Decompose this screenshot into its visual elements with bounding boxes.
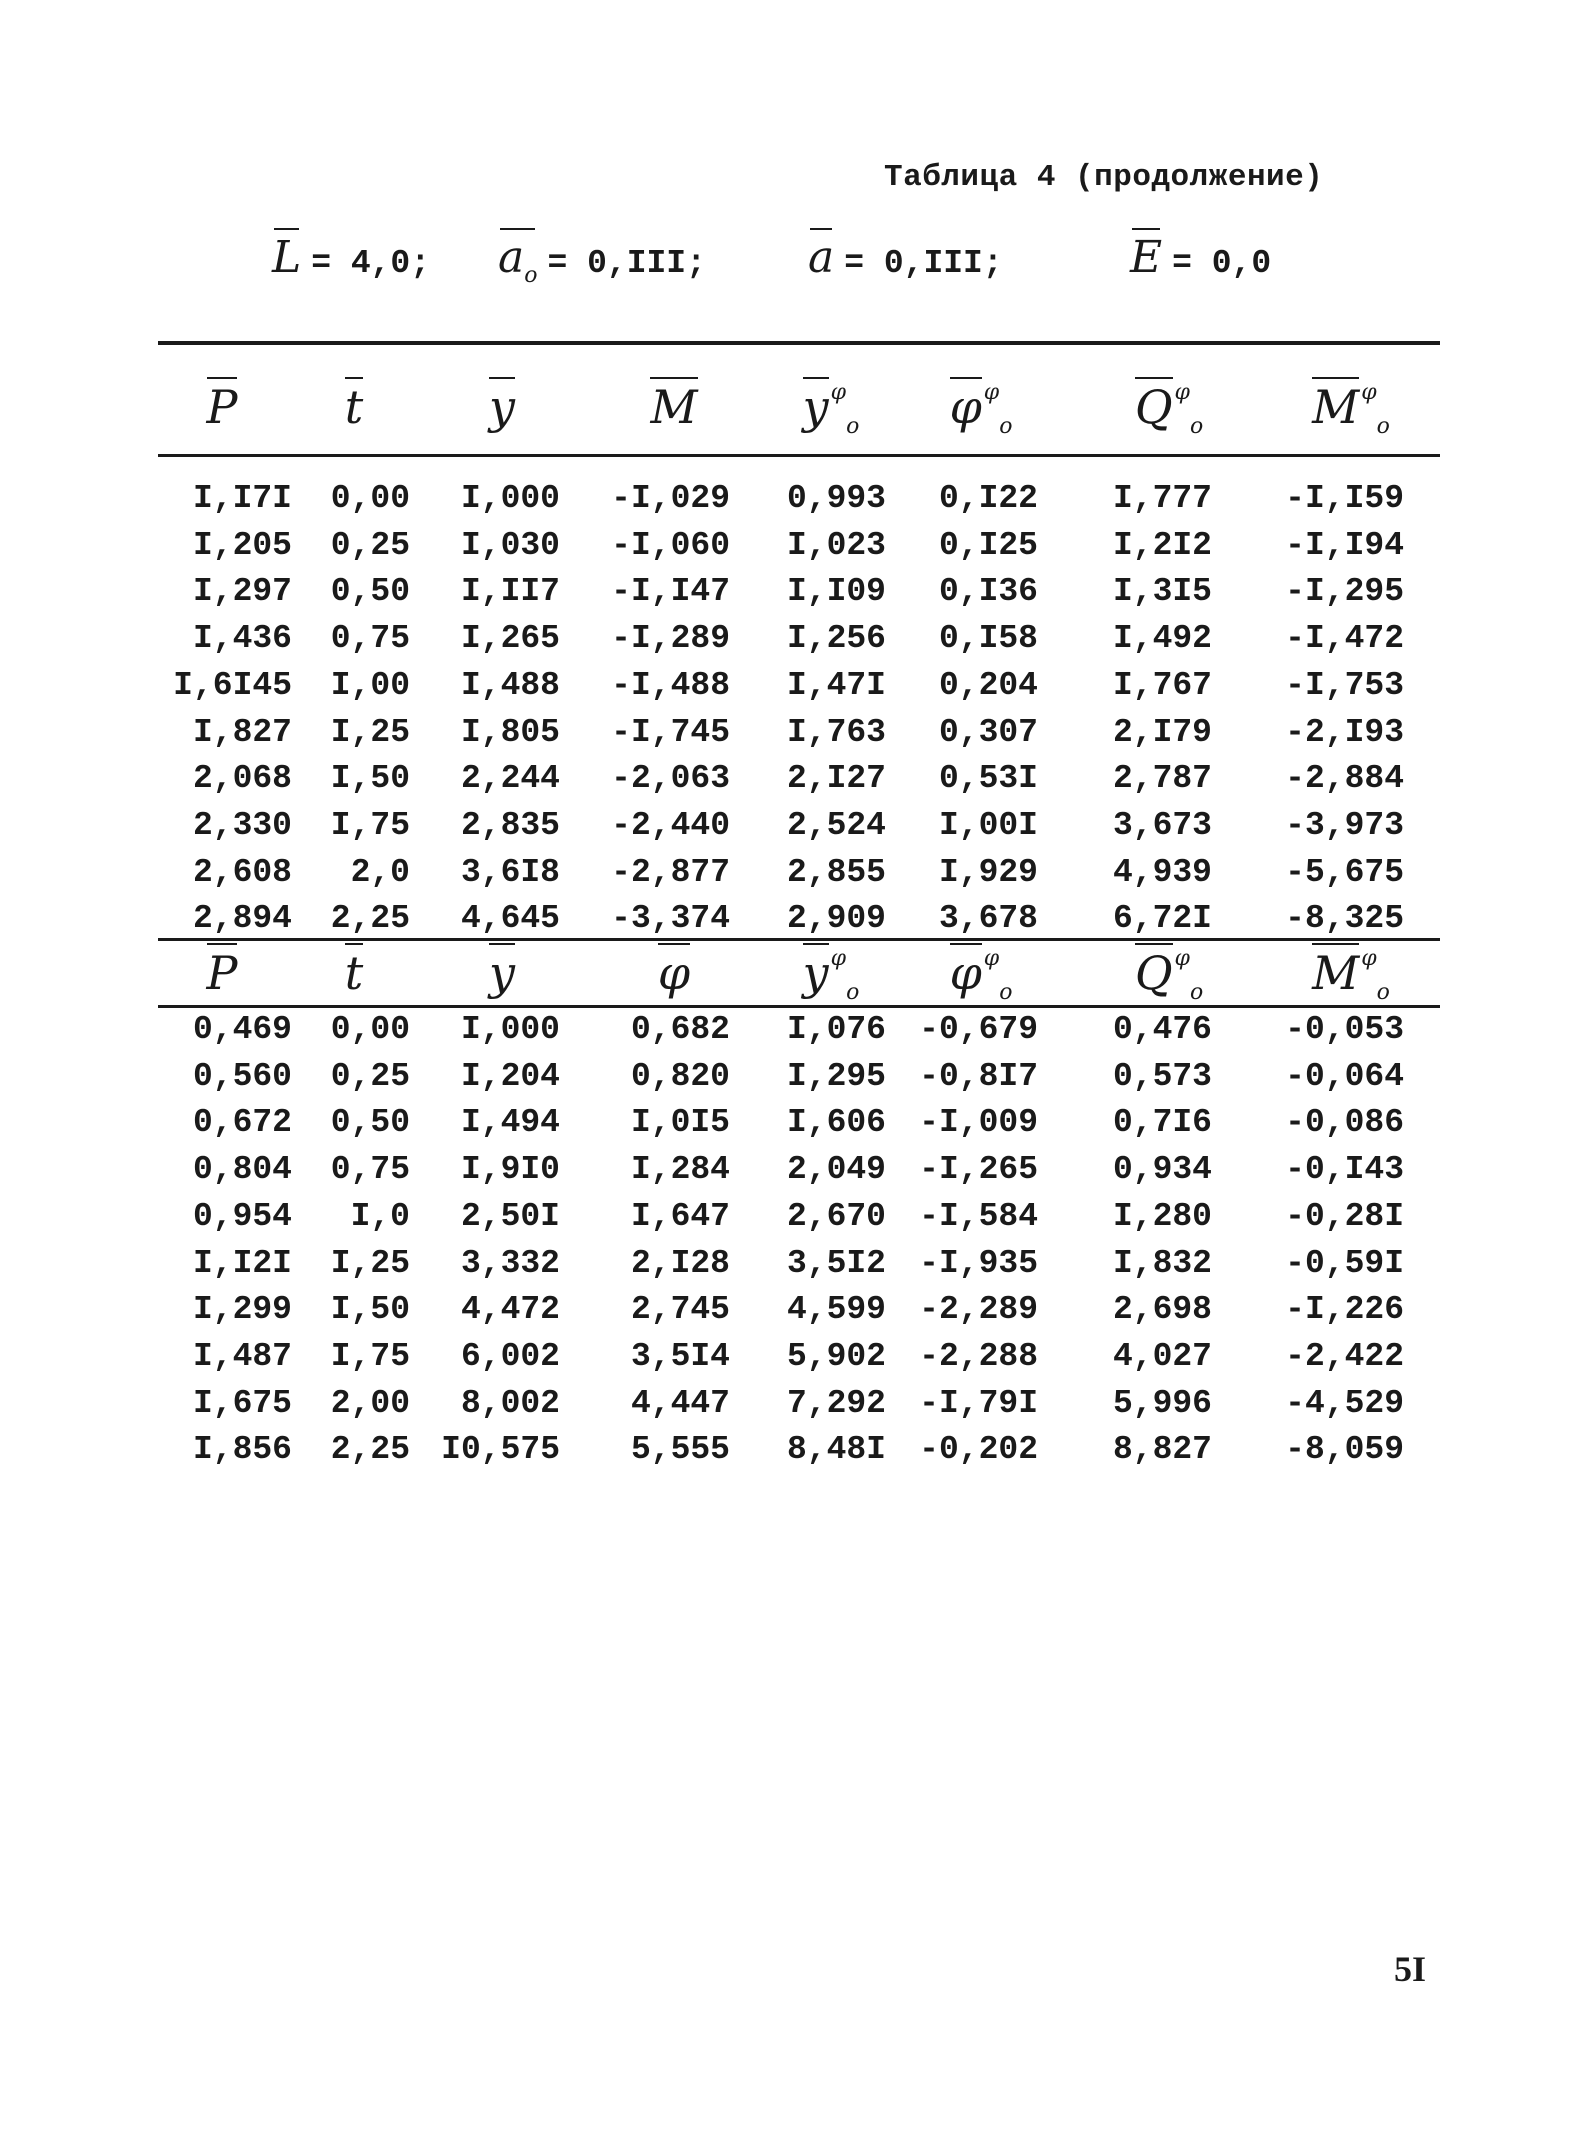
table-cell: -I,935 xyxy=(919,1244,1038,1282)
table2-header-cell: P xyxy=(206,946,238,1000)
table-cell: I,0I5 xyxy=(630,1104,730,1142)
table-cell: -I,488 xyxy=(611,666,730,704)
table-cell: -I,226 xyxy=(1285,1291,1404,1329)
table-cell: -I,472 xyxy=(1285,620,1404,658)
table-cell: 3,5I4 xyxy=(630,1337,730,1375)
table-cell: 0,672 xyxy=(192,1104,292,1142)
table-row xyxy=(158,569,1440,615)
table-cell: 0,00 xyxy=(330,480,410,517)
table-row xyxy=(158,1054,1440,1100)
table-cell: -I,745 xyxy=(611,713,730,751)
table-cell: I,9I0 xyxy=(460,1151,560,1189)
table-row xyxy=(158,1194,1440,1240)
table-cell: -I,009 xyxy=(919,1104,1038,1142)
param-e: E = 0,0 xyxy=(1130,232,1271,288)
table-cell: I,50 xyxy=(330,760,410,798)
table-cell: 4,027 xyxy=(1112,1337,1212,1375)
table-cell: 0,7I6 xyxy=(1112,1104,1212,1142)
table-cell: 2,00 xyxy=(330,1384,410,1422)
table-cell: -0,064 xyxy=(1285,1057,1404,1095)
table-cell: 0,I36 xyxy=(938,573,1038,611)
table1-header-cell: $y^\varphi_o$ xyxy=(802,380,860,440)
table-cell: I,75 xyxy=(330,1337,410,1375)
table-cell: -0,8I7 xyxy=(919,1057,1038,1095)
table2-header-cell: t xyxy=(344,946,364,1000)
table-cell: I,023 xyxy=(786,526,886,564)
table-cell: I,606 xyxy=(786,1104,886,1142)
table1-header-cell: $M^\varphi_o$ xyxy=(1312,380,1390,440)
table-cell: 2,787 xyxy=(1112,760,1212,798)
table-cell: 3,6I8 xyxy=(460,853,560,891)
table-cell: 0,820 xyxy=(630,1057,730,1095)
table-cell: -I,753 xyxy=(1285,666,1404,704)
table-cell: 0,25 xyxy=(330,526,410,564)
table-cell: I,3I5 xyxy=(1112,573,1212,611)
table-cell: 0,00 xyxy=(330,1011,410,1048)
table-cell: -0,28I xyxy=(1285,1197,1404,1235)
table-cell: 0,954 xyxy=(192,1197,292,1235)
table-cell: 2,835 xyxy=(460,806,560,844)
table2-header-cell: y xyxy=(489,946,515,1000)
table-cell: -I,584 xyxy=(919,1197,1038,1235)
table-cell: -I,029 xyxy=(611,480,730,517)
table-cell: I,205 xyxy=(192,526,292,564)
table-cell: I,00I xyxy=(938,806,1038,844)
table-cell: I,256 xyxy=(786,620,886,658)
table-cell: -0,679 xyxy=(919,1011,1038,1048)
table-cell: I,280 xyxy=(1112,1197,1212,1235)
table-cell: -I,79I xyxy=(919,1384,1038,1422)
table-cell: 3,678 xyxy=(938,900,1038,938)
param-l: L = 4,0; xyxy=(272,232,430,288)
table-cell: I,805 xyxy=(460,713,560,751)
table-row xyxy=(158,1427,1440,1473)
table-cell: 2,909 xyxy=(786,900,886,938)
table-cell: -3,374 xyxy=(611,900,730,938)
table-cell: 0,I25 xyxy=(938,526,1038,564)
table-cell: 2,855 xyxy=(786,853,886,891)
table-row xyxy=(158,803,1440,849)
table-cell: 2,524 xyxy=(786,806,886,844)
table-cell: 5,555 xyxy=(630,1431,730,1469)
table2-header-cell: $M^\varphi_o$ xyxy=(1312,946,1390,1006)
table-cell: 8,48I xyxy=(786,1431,886,1469)
table-cell: 5,902 xyxy=(786,1337,886,1375)
table-cell: -8,325 xyxy=(1285,900,1404,938)
table-cell: 8,002 xyxy=(460,1384,560,1422)
table-cell: 0,307 xyxy=(938,713,1038,751)
table-cell: I,030 xyxy=(460,526,560,564)
table-cell: 0,204 xyxy=(938,666,1038,704)
table-cell: 2,049 xyxy=(786,1151,886,1189)
table-cell: 0,I58 xyxy=(938,620,1038,658)
table-cell: I,I09 xyxy=(786,573,886,611)
table-cell: -2,063 xyxy=(611,760,730,798)
table-cell: I,299 xyxy=(192,1291,292,1329)
param-a0: $a_o = 0,III$; xyxy=(498,232,706,288)
table-row xyxy=(158,663,1440,709)
table-cell: 2,50I xyxy=(460,1197,560,1235)
table-cell: I,75 xyxy=(330,806,410,844)
table1-header-cell: y xyxy=(489,380,515,434)
table-cell: 2,I79 xyxy=(1112,713,1212,751)
table-cell: -4,529 xyxy=(1285,1384,1404,1422)
table2-header-cell: $Q^\varphi_o$ xyxy=(1134,946,1204,1006)
table-cell: -I,060 xyxy=(611,526,730,564)
table-cell: 0,560 xyxy=(192,1057,292,1095)
table-cell: 0,682 xyxy=(630,1011,730,1048)
table-cell: I,0 xyxy=(350,1197,410,1235)
table-cell: 7,292 xyxy=(786,1384,886,1422)
table-cell: -I,I59 xyxy=(1285,480,1404,517)
table-cell: -0,202 xyxy=(919,1431,1038,1469)
table-cell: 4,472 xyxy=(460,1291,560,1329)
table-cell: I,777 xyxy=(1112,480,1212,517)
table-cell: 6,72I xyxy=(1112,900,1212,938)
table-cell: I,II7 xyxy=(460,573,560,611)
table-cell: I,297 xyxy=(192,573,292,611)
table-cell: I,487 xyxy=(192,1337,292,1375)
table-cell: I,265 xyxy=(460,620,560,658)
table-cell: I,076 xyxy=(786,1011,886,1048)
table-cell: -2,877 xyxy=(611,853,730,891)
table-cell: I,832 xyxy=(1112,1244,1212,1282)
table-cell: 0,75 xyxy=(330,620,410,658)
table2-header-cell: $\varphi^\varphi_o$ xyxy=(949,946,1013,1006)
table-row xyxy=(158,1334,1440,1380)
table-cell: I,I2I xyxy=(192,1244,292,1282)
table-cell: -2,422 xyxy=(1285,1337,1404,1375)
table-cell: -2,I93 xyxy=(1285,713,1404,751)
table-cell: 2,894 xyxy=(192,900,292,938)
table-cell: -3,973 xyxy=(1285,806,1404,844)
table-row xyxy=(158,756,1440,802)
table-cell: I0,575 xyxy=(441,1431,560,1469)
table1-header-cell: t xyxy=(344,380,364,434)
table-cell: I,929 xyxy=(938,853,1038,891)
table-caption: Таблица 4 (продолжение) xyxy=(884,160,1324,195)
table-cell: I,295 xyxy=(786,1057,886,1095)
table-cell: I,47I xyxy=(786,666,886,704)
table-cell: I,000 xyxy=(460,1011,560,1048)
table2-header-cell: $y^\varphi_o$ xyxy=(802,946,860,1006)
table-row xyxy=(158,1241,1440,1287)
table1-header xyxy=(158,380,1440,454)
table-cell: -2,440 xyxy=(611,806,730,844)
table-cell: -0,086 xyxy=(1285,1104,1404,1142)
table-cell: I,25 xyxy=(330,713,410,751)
table-cell: I,647 xyxy=(630,1197,730,1235)
table-cell: -I,I94 xyxy=(1285,526,1404,564)
table-cell: 4,599 xyxy=(786,1291,886,1329)
table-cell: 2,I27 xyxy=(786,760,886,798)
table-row xyxy=(158,616,1440,662)
table-cell: I,494 xyxy=(460,1104,560,1142)
table-cell: 3,5I2 xyxy=(786,1244,886,1282)
table-cell: I,763 xyxy=(786,713,886,751)
parameter-line xyxy=(0,232,1583,292)
table-cell: 0,573 xyxy=(1112,1057,1212,1095)
table-row xyxy=(158,1100,1440,1146)
table-cell: 2,670 xyxy=(786,1197,886,1235)
table-cell: 2,25 xyxy=(330,1431,410,1469)
table-cell: 4,939 xyxy=(1112,853,1212,891)
table-cell: I,492 xyxy=(1112,620,1212,658)
table-cell: 4,447 xyxy=(630,1384,730,1422)
table1-header-rule xyxy=(158,454,1440,457)
table-cell: -I,295 xyxy=(1285,573,1404,611)
table-cell: 2,244 xyxy=(460,760,560,798)
table-cell: 0,469 xyxy=(192,1011,292,1048)
table-cell: I,827 xyxy=(192,713,292,751)
table-cell: 0,I22 xyxy=(938,480,1038,517)
table-cell: -2,288 xyxy=(919,1337,1038,1375)
table-cell: I,488 xyxy=(460,666,560,704)
table-cell: -5,675 xyxy=(1285,853,1404,891)
table-cell: 2,068 xyxy=(192,760,292,798)
table-cell: -I,289 xyxy=(611,620,730,658)
table-cell: I,675 xyxy=(192,1384,292,1422)
table-cell: 8,827 xyxy=(1112,1431,1212,1469)
table-cell: I,50 xyxy=(330,1291,410,1329)
table-cell: -0,59I xyxy=(1285,1244,1404,1282)
table-row xyxy=(158,710,1440,756)
table-cell: I,000 xyxy=(460,480,560,517)
param-a: a = 0,III; xyxy=(808,232,1003,288)
table-row xyxy=(158,1381,1440,1427)
table-row xyxy=(158,1147,1440,1193)
table-row xyxy=(158,896,1440,942)
table1-header-cell: $Q^\varphi_o$ xyxy=(1134,380,1204,440)
table-cell: 2,330 xyxy=(192,806,292,844)
table-cell: 2,I28 xyxy=(630,1244,730,1282)
table-cell: -I,I47 xyxy=(611,573,730,611)
table-cell: 2,25 xyxy=(330,900,410,938)
table-cell: -0,053 xyxy=(1285,1011,1404,1048)
table-cell: 0,75 xyxy=(330,1151,410,1189)
table-cell: I,I7I xyxy=(192,480,292,517)
table-cell: 4,645 xyxy=(460,900,560,938)
table-cell: 3,673 xyxy=(1112,806,1212,844)
table-separator-rule xyxy=(158,938,1440,941)
table-cell: 0,50 xyxy=(330,1104,410,1142)
table-cell: 0,476 xyxy=(1112,1011,1212,1048)
table2-header-cell: φ xyxy=(657,946,691,1000)
table-row xyxy=(158,1007,1440,1053)
table-cell: -8,059 xyxy=(1285,1431,1404,1469)
table-cell: 0,993 xyxy=(786,480,886,517)
table-top-rule xyxy=(158,341,1440,345)
table2-header xyxy=(158,946,1440,1006)
table-cell: -I,265 xyxy=(919,1151,1038,1189)
table-cell: I,767 xyxy=(1112,666,1212,704)
table-cell: I,6I45 xyxy=(173,666,292,704)
table-cell: 0,934 xyxy=(1112,1151,1212,1189)
table-cell: I,00 xyxy=(330,666,410,704)
table-cell: I,25 xyxy=(330,1244,410,1282)
table-cell: 2,745 xyxy=(630,1291,730,1329)
table1-header-cell: P xyxy=(206,380,238,434)
table-cell: I,436 xyxy=(192,620,292,658)
table-row xyxy=(158,476,1440,522)
table1-header-cell: M xyxy=(650,380,698,434)
page-number: 5I xyxy=(1394,1949,1427,1989)
table-cell: -2,884 xyxy=(1285,760,1404,798)
table-cell: I,284 xyxy=(630,1151,730,1189)
table-row xyxy=(158,523,1440,569)
table-cell: 0,50 xyxy=(330,573,410,611)
table1-header-cell: $\varphi^\varphi_o$ xyxy=(949,380,1013,440)
table-cell: 6,002 xyxy=(460,1337,560,1375)
table-cell: 0,25 xyxy=(330,1057,410,1095)
table-row xyxy=(158,850,1440,896)
table-cell: -0,I43 xyxy=(1285,1151,1404,1189)
table-cell: 0,804 xyxy=(192,1151,292,1189)
table-cell: 2,0 xyxy=(350,853,410,891)
table-cell: 3,332 xyxy=(460,1244,560,1282)
table-cell: I,204 xyxy=(460,1057,560,1095)
table-cell: 5,996 xyxy=(1112,1384,1212,1422)
table-cell: 2,698 xyxy=(1112,1291,1212,1329)
table-cell: I,856 xyxy=(192,1431,292,1469)
table-row xyxy=(158,1287,1440,1333)
table-cell: 2,608 xyxy=(192,853,292,891)
table-cell: 0,53I xyxy=(938,760,1038,798)
table-cell: I,2I2 xyxy=(1112,526,1212,564)
table-cell: -2,289 xyxy=(919,1291,1038,1329)
